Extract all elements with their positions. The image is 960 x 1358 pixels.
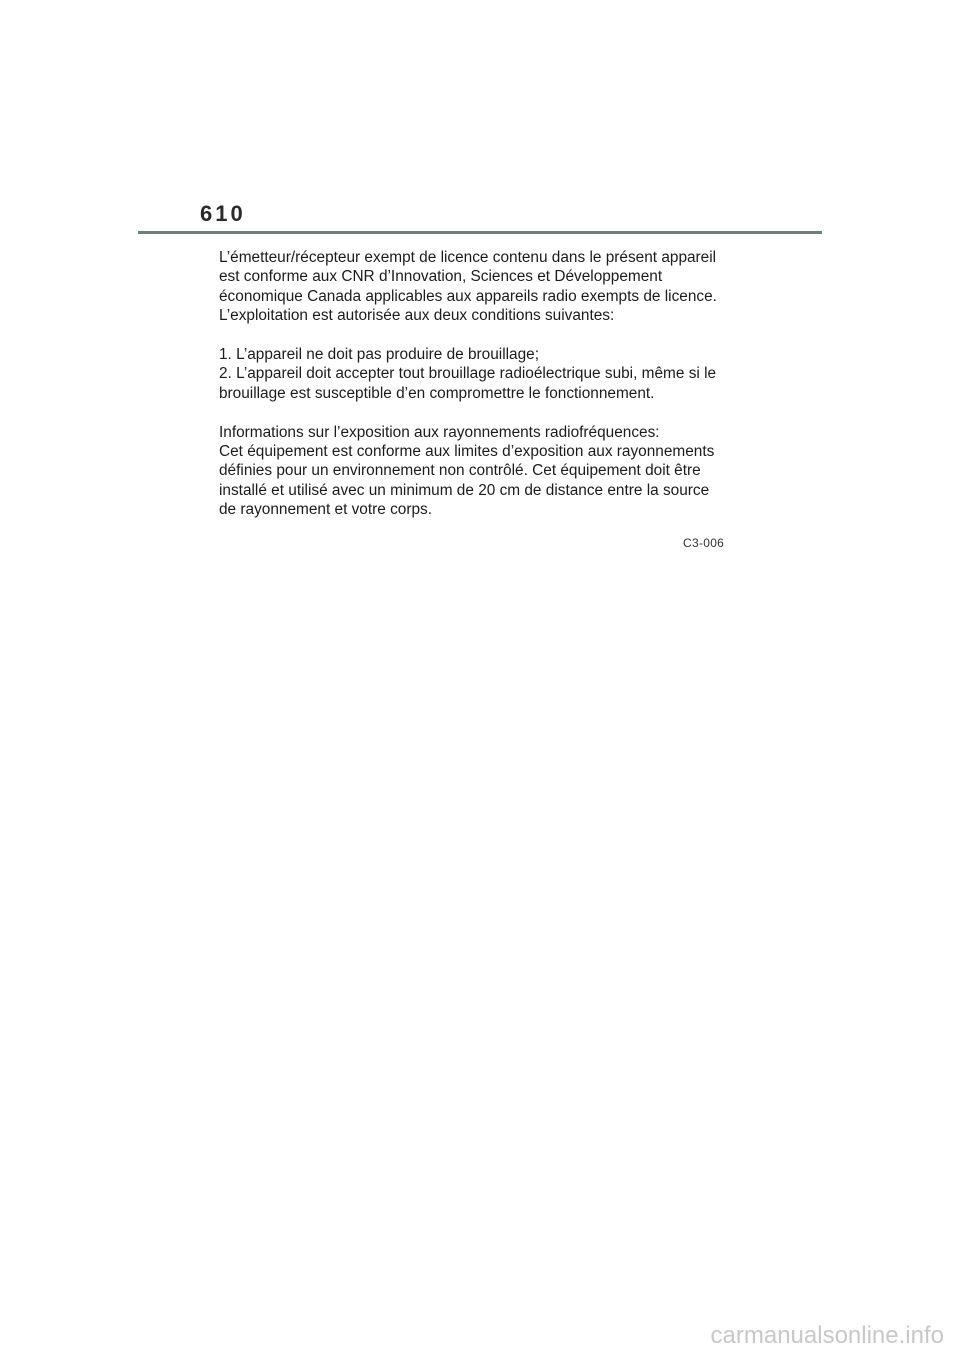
text-line: est conforme aux CNR d’Innovation, Sciences et Développement	[219, 268, 663, 286]
body-content	[219, 248, 749, 539]
text-line: L’émetteur/récepteur exempt de licence contenu dans le présent appareil	[219, 249, 717, 266]
text-line: 2. L’appareil doit accepter tout brouillage radioélectrique subi, même si le	[219, 365, 717, 383]
text-line: Cet équipement est conforme aux limites d’exposition aux rayonnements	[219, 443, 715, 461]
text-line: brouillage est susceptible d’en compromettre le fonctionnement.	[219, 384, 655, 402]
text-line: 1. L’appareil ne doit pas produire de brouillage;	[219, 346, 540, 364]
text-line: Informations sur l’exposition aux rayonnements radiofréquences:	[219, 423, 660, 441]
paragraph-license-exempt	[219, 248, 749, 326]
watermark: carmanualsonline.info	[710, 1322, 944, 1349]
text-line: installé et utilisé avec un minimum de 20 cm de distance entre la source	[219, 481, 710, 499]
text-line: de rayonnement et votre corps.	[219, 501, 433, 519]
text-line: définies pour un environnement non contrôlé. Cet équipement doit être	[219, 462, 701, 480]
paragraph-rf-exposure	[219, 423, 749, 520]
header-rule	[138, 231, 822, 234]
page-number: 610	[200, 201, 246, 226]
paragraph-conditions	[219, 345, 749, 403]
reference-code: C3-006	[683, 536, 725, 550]
text-line: L’exploitation est autorisée aux deux conditions suivantes:	[219, 307, 615, 325]
text-line: économique Canada applicables aux appareils radio exempts de licence.	[219, 287, 717, 305]
